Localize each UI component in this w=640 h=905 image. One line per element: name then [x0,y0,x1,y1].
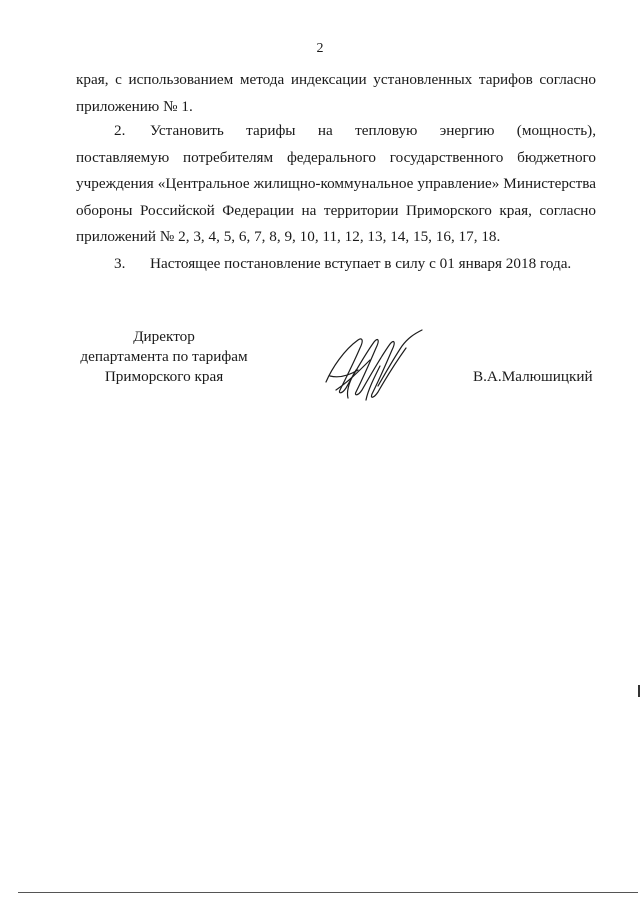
paragraph-line: обороны Российской Федерации на территории Приморского края, согласно [76,201,596,219]
paragraph-2 [76,118,596,251]
handwritten-signature [318,320,428,405]
paragraph-line: Настоящее постановление вступает в силу с 01 января 2018 года. [150,255,572,272]
paragraph-line: учреждения «Центральное жилищно-коммунальное управление» Министерства [76,175,596,192]
scan-edge-line [18,892,638,893]
signatory-title [74,327,254,387]
page-number: 2 [316,41,324,56]
signatory-title-line: Приморского края [104,368,224,385]
paragraph-line: Установить тарифы на тепловую энергию (мощность), [150,122,596,139]
signatory-name: В.А.Малюшицкий [473,368,593,385]
paragraph-first-line [76,251,596,278]
signatory-title-line: департамента по тарифам [80,348,248,365]
signatory-title-line: Директор [133,328,195,345]
paragraph-number: 2. [114,122,126,139]
paragraph-line: поставляемую потребителям федерального государственного бюджетного [76,148,596,166]
paragraph-3 [76,251,596,278]
paragraph-number: 3. [114,255,126,272]
paragraph-continuation [76,67,596,120]
paragraph-line: края, с использованием метода индексации установленных тарифов согласно [76,71,596,88]
paragraph-line: приложений № 2, 3, 4, 5, 6, 7, 8, 9, 10, 11, 12, 13, 14, 15, 16, 17, 18. [76,228,501,245]
paragraph-line: приложению № 1. [76,97,193,115]
paragraph-first-line [76,118,596,145]
